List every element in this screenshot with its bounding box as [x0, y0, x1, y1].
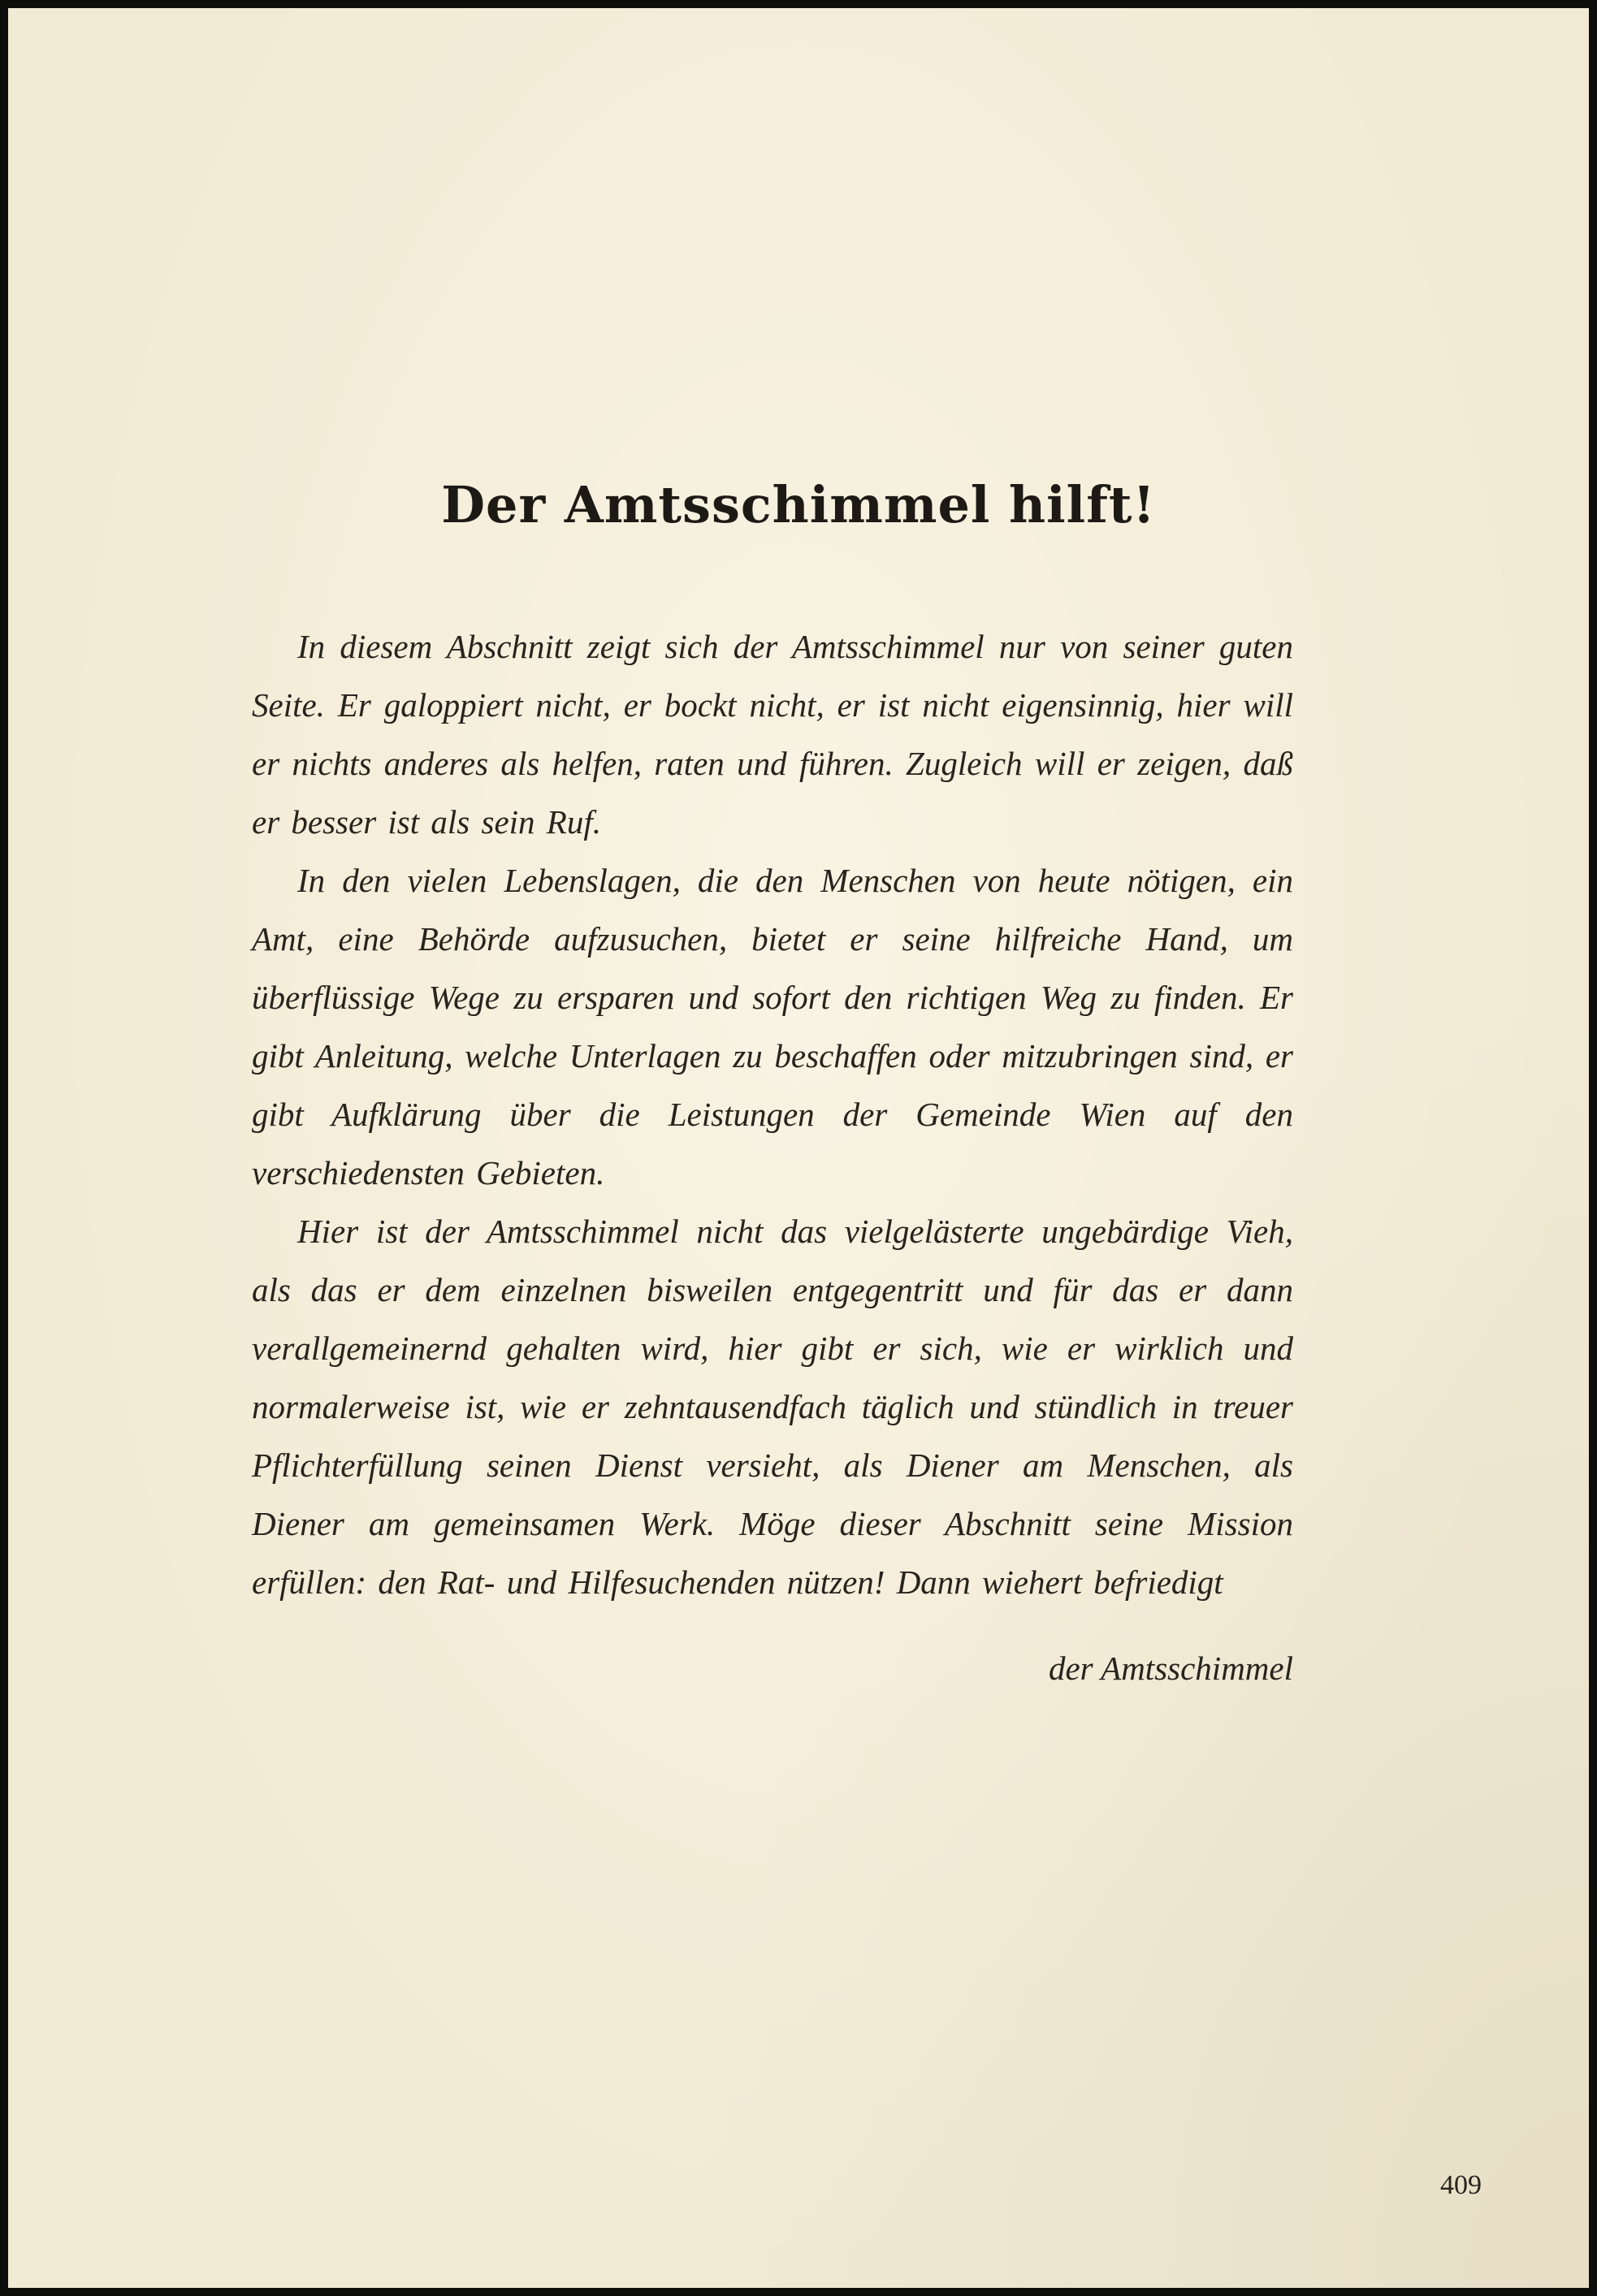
paragraph: In den vielen Lebenslagen, die den Menschen von heute nötigen, ein Amt, eine Behörde aufzusuchen, bietet er seine hilfreiche Hand, um überflüssige Wege zu ersparen und sofort den richtigen Weg zu finden. Er gibt Anleitung, welche Unterlagen zu beschaffen oder mitzubringen sind, er gibt Aufklärung über die Leistungen der Gemeinde Wien auf den verschiedensten Gebieten. — [252, 862, 1293, 1191]
signature: der Amtsschimmel — [1048, 1650, 1293, 1687]
page-number: 409 — [1440, 2170, 1482, 2200]
page-title: Der Amtsschimmel hilft! — [441, 475, 1156, 534]
paragraph: In diesem Abschnitt zeigt sich der Amtsschimmel nur von seiner guten Seite. Er galoppiert nicht, er bockt nicht, er ist nicht eigensinnig, hier will er nichts anderes als helfen, raten und führen. Zugleich will er zeigen, daß er besser ist als sein Ruf. — [252, 628, 1293, 841]
book-page — [8, 8, 1589, 2288]
body-text — [252, 617, 1293, 1611]
paragraph: Hier ist der Amtsschimmel nicht das vielgelästerte ungebärdige Vieh, als das er dem einzelnen bisweilen entgegentritt und für das er dann verallgemeinernd gehalten wird, hier gibt er sich, wie er wirklich und normalerweise ist, wie er zehntausendfach täglich und stündlich in treuer Pflichterfüllung seinen Dienst versieht, als Diener am Menschen, als Diener am gemeinsamen Werk. Möge dieser Abschnitt seine Mission erfüllen: den Rat- und Hilfesuchenden nützen! Dann wiehert befriedigt — [252, 1213, 1293, 1601]
